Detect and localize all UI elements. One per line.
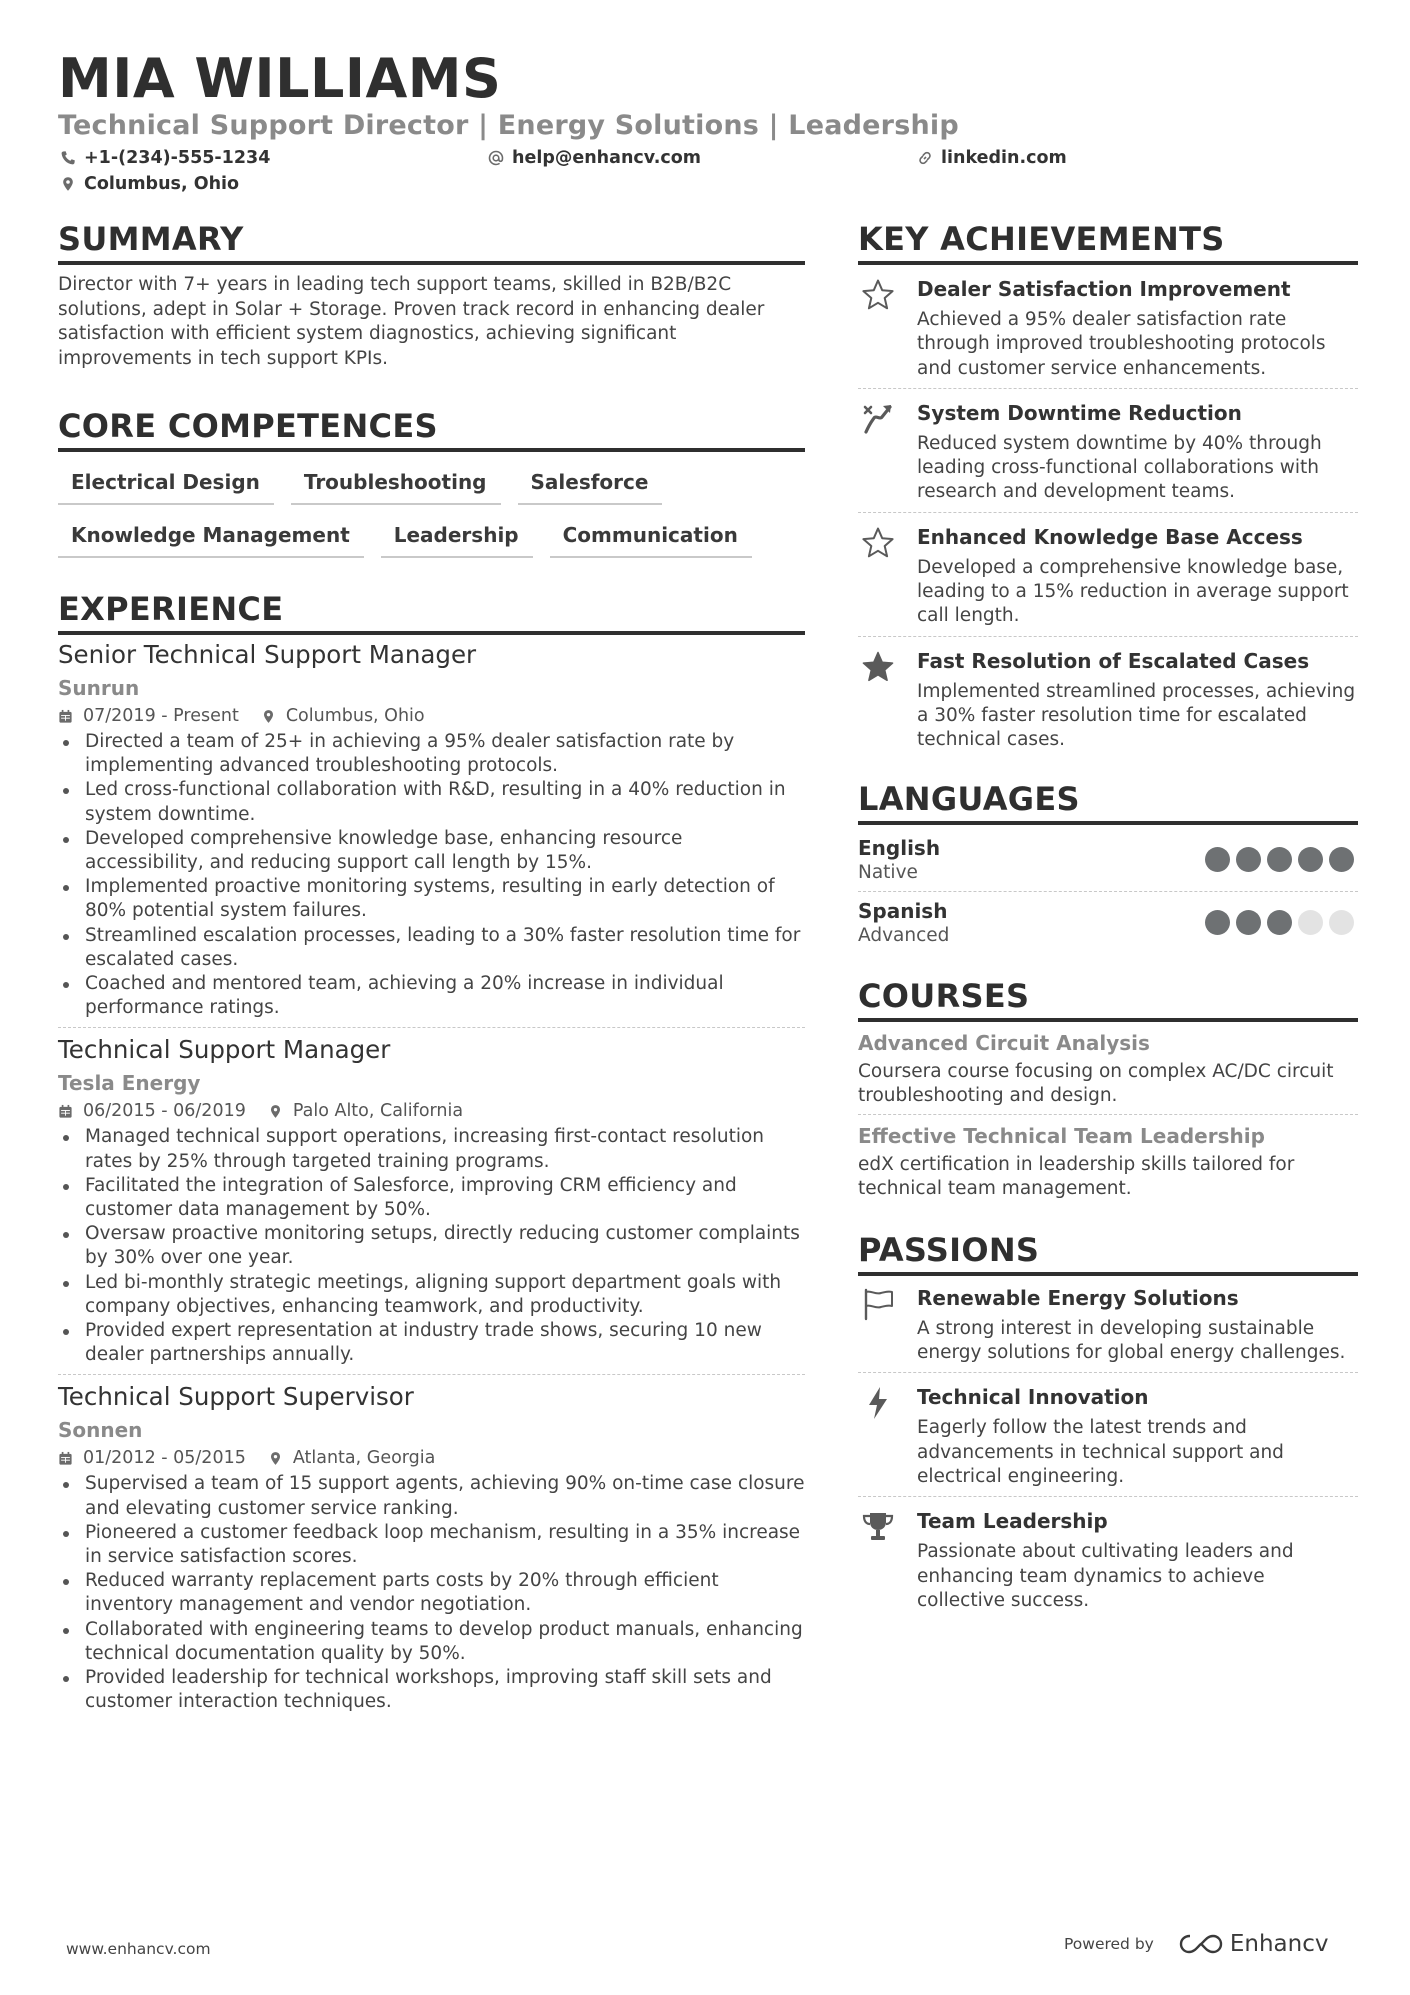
achievement-body (917, 647, 1358, 753)
competence-chip: Communication (550, 519, 752, 558)
job-bullet: Collaborated with engineering teams to develop product manuals, enhancing technical documentation quality by 50%. (58, 1618, 805, 1666)
competence-chip: Troubleshooting (291, 466, 501, 505)
job-bullet: Pioneered a customer feedback loop mechanism, resulting in a 35% increase in service satisfaction scores. (58, 1521, 805, 1569)
rating-dot-empty (1329, 910, 1354, 935)
job-bullet: Streamlined escalation processes, leading to a 30% faster resolution time for escalated cases. (58, 924, 805, 972)
right-column (858, 219, 1358, 1620)
language-name: Spanish (858, 898, 948, 923)
rating-dot-filled (1329, 847, 1354, 872)
achievement-desc: Reduced system downtime by 40% through leading cross-functional collaborations with research and development teams. (917, 432, 1322, 503)
job-company: Sunrun (58, 676, 140, 700)
passion-title: Team Leadership (917, 1509, 1108, 1534)
language-level: Advanced (858, 924, 950, 946)
location-pin-icon (60, 176, 76, 192)
language-name: English (858, 835, 941, 860)
job-company: Sonnen (58, 1418, 143, 1443)
link-icon (917, 150, 933, 166)
location-pin-icon (261, 709, 276, 724)
location-pin-icon (268, 1104, 283, 1119)
passion-item (858, 1276, 1358, 1373)
passion-item (858, 1496, 1358, 1620)
course-title: Advanced Circuit Analysis (858, 1030, 1150, 1055)
rating-dot-filled (1205, 910, 1230, 935)
job-location (268, 1446, 436, 1470)
location-text: Columbus, Ohio (84, 174, 240, 194)
job-bullet: Provided expert representation at industry trade shows, securing 10 new dealer partnerships annually. (58, 1319, 805, 1367)
passion-body (917, 1507, 1358, 1613)
language-text (858, 835, 940, 885)
rating-dot-filled (1267, 910, 1292, 935)
achievement-desc: Achieved a 95% dealer satisfaction rate through improved troubleshooting protocols and customer service enhancements. (917, 309, 1326, 379)
course-item (858, 1022, 1358, 1115)
job-bullet: Reduced warranty replacement parts costs by 20% through efficient inventory management and vendor negotiation. (58, 1569, 805, 1617)
competences-section (58, 406, 805, 558)
job-meta (58, 704, 805, 728)
rating-dot-filled (1267, 847, 1292, 872)
candidate-title: Technical Support Director | Energy Solutions | Leadership (58, 110, 959, 141)
achievement-item (858, 636, 1358, 760)
passion-icon-wrap (858, 1383, 917, 1489)
achievement-body (917, 523, 1358, 629)
passion-title: Technical Innovation (917, 1385, 1149, 1410)
achievement-title: System Downtime Reduction (917, 400, 1242, 425)
achievement-icon-wrap (858, 275, 917, 381)
achievement-body (917, 275, 1358, 381)
passion-title: Renewable Energy Solutions (917, 1285, 1239, 1310)
experience-heading: EXPERIENCE (58, 589, 805, 635)
job-bullet: Provided leadership for technical workshops, improving staff skill sets and customer interaction techniques. (58, 1666, 805, 1714)
enhancv-logo-icon (1178, 1932, 1224, 1956)
calendar-icon (58, 709, 73, 724)
language-level: Native (858, 861, 918, 883)
job-bullet: Directed a team of 25+ in achieving a 95% dealer satisfaction rate by implementing advanced troubleshooting protocols. (58, 730, 805, 778)
achievement-item (858, 388, 1358, 512)
lightning-icon (860, 1385, 896, 1421)
achievement-title: Fast Resolution of Escalated Cases (917, 648, 1310, 673)
achievement-desc: Implemented streamlined processes, achieving a 30% faster resolution time for escalated technical cases. (917, 680, 1356, 751)
contact-location (60, 174, 239, 194)
passion-body (917, 1383, 1358, 1489)
passion-body (917, 1284, 1358, 1366)
brand-name: Enhancv (1229, 1931, 1329, 1957)
trophy-icon (860, 1509, 896, 1545)
competence-chip: Electrical Design (58, 466, 274, 505)
job-bullet: Implemented proactive monitoring systems, resulting in early detection of 80% potential system failures. (58, 875, 805, 923)
course-desc: Coursera course focusing on complex AC/DC circuit troubleshooting and design. (858, 1060, 1334, 1106)
job-bullet: Facilitated the integration of Salesforce, improving CRM efficiency and customer data management by 50%. (58, 1174, 805, 1222)
competence-chip: Leadership (381, 519, 533, 558)
star-outline-icon (860, 525, 896, 561)
courses-heading: COURSES (858, 976, 1358, 1022)
achievement-title: Dealer Satisfaction Improvement (917, 277, 1291, 301)
job-bullet: Oversaw proactive monitoring setups, directly reducing customer complaints by 30% over one year. (58, 1222, 805, 1270)
job-location-text: Columbus, Ohio (285, 706, 425, 726)
job-role: Technical Support Manager (58, 1035, 391, 1065)
job-dates (58, 1446, 246, 1470)
achievement-item (858, 512, 1358, 636)
job-dates-text: 01/2012 - 05/2015 (83, 1448, 246, 1469)
contact-email (488, 148, 701, 168)
job-dates-text: 06/2015 - 06/2019 (83, 1101, 246, 1122)
job-bullet: Supervised a team of 15 support agents, achieving 90% on-time case closure and elevating customer service ranking. (58, 1472, 805, 1520)
phone-text[interactable]: +1-(234)-555-1234 (84, 148, 271, 168)
job-role: Senior Technical Support Manager (58, 640, 477, 669)
passion-desc: Passionate about cultivating leaders and enhancing team dynamics to achieve collective success. (917, 1541, 1294, 1611)
achievement-desc: Developed a comprehensive knowledge base, leading to a 15% reduction in average support call length. (917, 556, 1349, 627)
rating-dot-empty (1298, 910, 1323, 935)
summary-section (58, 219, 805, 371)
job-entry (58, 1374, 805, 1721)
languages-heading: LANGUAGES (858, 779, 1358, 825)
language-rating (1205, 847, 1354, 872)
competences-list (58, 466, 805, 558)
achievement-title: Enhanced Knowledge Base Access (917, 524, 1303, 549)
job-bullet: Coached and mentored team, achieving a 20% increase in individual performance ratings. (58, 972, 805, 1020)
course-title: Effective Technical Team Leadership (858, 1124, 1265, 1149)
candidate-name: MIA WILLIAMS (58, 47, 502, 110)
job-bullet: Managed technical support operations, increasing first-contact resolution rates by 25% through targeted training programs. (58, 1125, 805, 1173)
phone-icon (60, 150, 76, 166)
course-desc: edX certification in leadership skills tailored for technical team management. (858, 1154, 1295, 1200)
experience-section (58, 589, 805, 1722)
job-meta (58, 1099, 805, 1123)
language-item (858, 891, 1358, 954)
flag-icon (860, 1286, 896, 1322)
at-icon (488, 150, 504, 166)
job-location-text: Palo Alto, California (292, 1101, 464, 1122)
achievements-section (858, 219, 1358, 760)
passion-desc: Eagerly follow the latest trends and advancements in technical support and electrical engineering. (917, 1417, 1284, 1487)
footer-website[interactable]: www.enhancv.com (66, 1940, 211, 1958)
competence-chip: Salesforce (518, 466, 663, 505)
job-bullet: Developed comprehensive knowledge base, enhancing resource accessibility, and reducing support call length by 15%. (58, 827, 805, 875)
job-bullet: Led bi-monthly strategic meetings, aligning support department goals with company objectives, enhancing teamwork, and productivity. (58, 1271, 805, 1319)
passion-desc: A strong interest in developing sustainable energy solutions for global energy challenges. (917, 1317, 1346, 1364)
calendar-icon (58, 1451, 73, 1466)
brand-logo[interactable] (1178, 1931, 1329, 1957)
job-meta (58, 1446, 805, 1470)
languages-section (858, 779, 1358, 954)
job-bullet: Led cross-functional collaboration with R&D, resulting in a 40% reduction in system downtime. (58, 778, 805, 826)
rating-dot-filled (1236, 847, 1261, 872)
linkedin-text[interactable]: linkedin.com (941, 148, 1067, 168)
passions-heading: PASSIONS (858, 1230, 1358, 1276)
job-dates-text: 07/2019 - Present (83, 706, 239, 726)
passion-item (858, 1372, 1358, 1496)
passion-icon-wrap (858, 1507, 917, 1613)
email-text[interactable]: help@enhancv.com (512, 148, 702, 168)
passions-section (858, 1230, 1358, 1620)
achievement-icon-wrap (858, 647, 917, 753)
powered-by-label: Powered by (1064, 1935, 1154, 1953)
contact-phone (60, 148, 270, 168)
achievement-icon-wrap (858, 523, 917, 629)
job-location (261, 704, 425, 728)
star-filled-icon (860, 649, 896, 685)
courses-section (858, 976, 1358, 1208)
competences-heading: CORE COMPETENCES (58, 406, 805, 452)
language-rating (1205, 910, 1354, 935)
job-company: Tesla Energy (58, 1071, 201, 1096)
job-location-text: Atlanta, Georgia (292, 1448, 436, 1469)
job-location (268, 1099, 463, 1123)
achievement-icon-wrap (858, 399, 917, 505)
summary-text: Director with 7+ years in leading tech support teams, skilled in B2B/B2C solutions, adept in Solar + Storage. Proven track record in enhancing dealer satisfaction with efficient system diagnostics, achieving significant improvements in tech support KPIs. (58, 274, 765, 369)
contact-linkedin (917, 148, 1067, 168)
competence-chip: Knowledge Management (58, 519, 364, 558)
achievement-item (858, 265, 1358, 388)
job-entry (58, 1027, 805, 1374)
job-bullets (58, 1125, 805, 1367)
passion-icon-wrap (858, 1284, 917, 1366)
calendar-icon (58, 1104, 73, 1119)
rating-dot-filled (1236, 910, 1261, 935)
job-bullets (58, 1472, 805, 1714)
job-bullets (58, 730, 805, 1020)
footer-branding (1064, 1931, 1328, 1957)
job-dates (58, 704, 239, 728)
course-item (858, 1114, 1358, 1208)
language-item (858, 829, 1358, 891)
achievement-body (917, 399, 1358, 505)
job-role: Technical Support Supervisor (58, 1382, 414, 1412)
job-dates (58, 1099, 246, 1123)
language-text (858, 898, 949, 948)
rating-dot-filled (1205, 847, 1230, 872)
achievements-heading: KEY ACHIEVEMENTS (858, 219, 1358, 265)
left-column (58, 219, 805, 1722)
star-outline-icon (860, 277, 896, 313)
location-pin-icon (268, 1451, 283, 1466)
rating-dot-filled (1298, 847, 1323, 872)
growth-arrow-icon (860, 401, 896, 437)
summary-heading: SUMMARY (58, 219, 805, 265)
job-entry (58, 639, 805, 1027)
